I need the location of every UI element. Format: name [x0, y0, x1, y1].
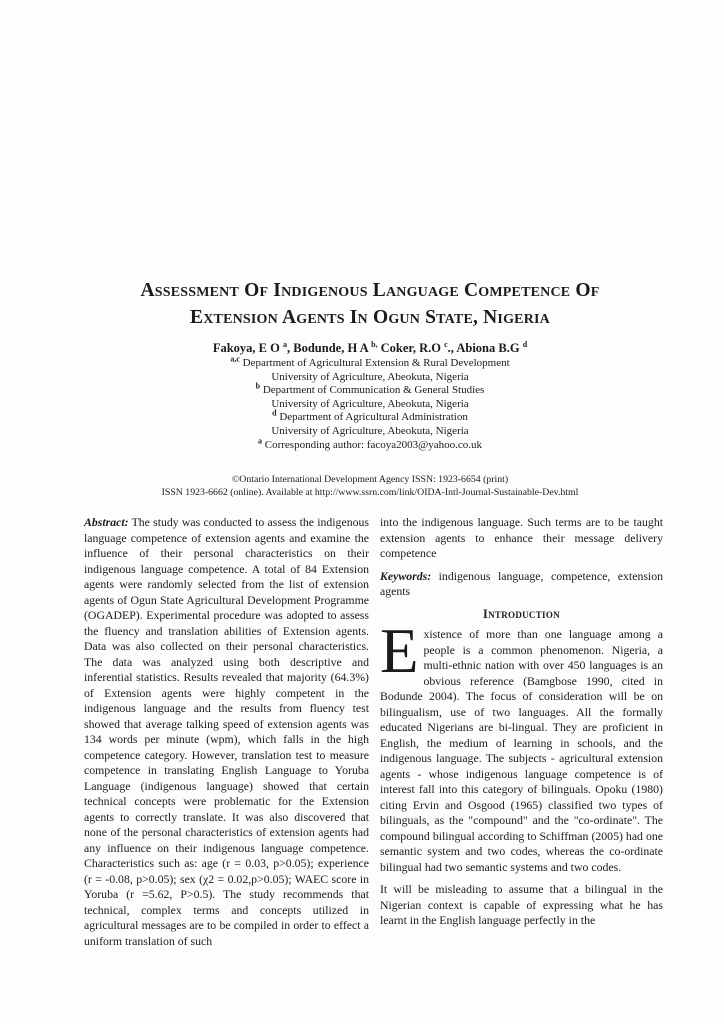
paper-title: [16, 277, 724, 331]
author-4-superscript: d: [522, 339, 528, 349]
left-column: [84, 515, 369, 956]
affiliation-superscript: d: [272, 408, 277, 418]
introduction-paragraph-1-text: xistence of more than one language among a people is a common phenomenon. Nigeria, a multi-ethnic nation with over 450 languages is an obvious reference (Bamgbose 1990, cited in Bodunde 2004). The focus of consideration will be on bilingualism, use of two languages. All the formally educated Nigerians are bi-lingual. They are proficient in English, the medium of learning in schools, and the indigenous language. The subjects - agricultural extension agents - whose indigenous language competence is of interest fall into this category of bilinguals. Opoku (1980) citing Ervin and Osgood (1965) classified two types of bilinguals, as the "compound" and the "co-ordinate". The compound bilingual according to Schiffman (2005) had one semantic system and two codes, whereas the co-ordinate bilingual had two semantic systems and two codes.: [380, 627, 663, 874]
affiliation-text: University of Agriculture, Abeokuta, Nigeria: [271, 397, 469, 410]
affiliation-line: [16, 354, 724, 371]
author-3-superscript: c: [444, 339, 448, 349]
affiliations-block: [16, 354, 724, 452]
affiliation-text: Department of Agricultural Extension & Rural Development: [242, 357, 510, 369]
author-3: Coker, R.O $^c$.,: [380, 339, 457, 355]
affiliation-superscript: b: [255, 381, 261, 391]
abstract-label: Abstract:: [84, 515, 129, 529]
abstract-text: The study was conducted to assess the indigenous language competence of extension agents and examine the influence of their personal characteristics on their indigenous language competence. A total of 84 Extension agents were randomly selected from the list of extension agents of Ogun State Agricultural Development Programme (OGADEP). Experimental procedure was adopted to assess the fluency and translation abilities of Extension agents. Data was also collected on their personal characteristics. The data was analyzed using both descriptive and inferential statistics. Results revealed that majority (64.3%) of Extension agents were highly competent in the indigenous language and the results from fluency test showed that average talking speed of extension agents was 134 words per minute (wpm), which falls in the high competence category. However, translation test to measure competence in translating English Language to Yoruba Language (indigenous language) showed that certain technical concepts were problematic for the Extension agents to correctly translate. It was also discovered that none of the personal characteristics of extension agents had any influence on their indigenous language competence. Characteristics such as: age (r = 0.03, p>0.05); experience (r = -0.08, p>0.05); sex (χ2 = 0.02,p>0.05); WAEC score in Yoruba (r =5.62, P>0.5). The study recommends that technical, complex terms and concepts utilized in agricultural messages are to be compiled in order to effect a uniform translation of such: [84, 515, 369, 948]
introduction-paragraph-1: [380, 616, 663, 875]
author-line: [16, 340, 724, 356]
keywords-text: indigenous language, competence, extension agents: [380, 568, 664, 598]
drop-cap: E: [380, 616, 419, 686]
affiliation-text: Department of Agricultural Administration: [279, 411, 468, 424]
journal-imprint: [16, 473, 724, 499]
author-1: Fakoya, E O $^a$,: [212, 339, 294, 355]
author-4: Abiona B.G $^d$: [456, 339, 528, 355]
abstract-continuation-paragraph: into the indigenous language. Such terms are to be taught extension agents to enhance their message delivery competence: [380, 515, 663, 560]
introduction-heading: Introduction: [483, 606, 560, 621]
affiliation-line: [16, 398, 724, 412]
introduction-paragraph-2: It will be misleading to assume that a bilingual in the Nigerian context is capable of expressing what he has learnt in the English language perfectly in the: [380, 882, 663, 927]
affiliation-text: Department of Communication & General Studies: [262, 384, 485, 397]
abstract-paragraph: [84, 515, 369, 949]
paper-title-line2: Extension Agents In Ogun State, Nigeria: [190, 307, 550, 328]
copyright-issn-print-line: ©Ontario International Development Agency ISSN: 1923-6654 (print): [231, 474, 509, 486]
corresponding-author-line: [16, 435, 724, 453]
right-column: [380, 515, 663, 936]
keywords-paragraph: [380, 569, 663, 600]
affiliation-text: University of Agriculture, Abeokuta, Nigeria: [271, 370, 469, 383]
front-matter: [16, 277, 724, 499]
keywords-label: Keywords:: [380, 568, 432, 583]
issn-online-url-line: ISSN 1923-6662 (online). Available at http://www.ssrn.com/link/OIDA-Intl-Journal-Sustainable-Dev.html: [161, 487, 579, 499]
affiliation-superscript: a: [258, 435, 262, 445]
affiliation-line: [16, 425, 724, 439]
affiliation-line: [16, 408, 724, 425]
author-2-superscript: b,: [371, 339, 378, 349]
paper-title-line1: Assessment Of Indigenous Language Competence Of: [140, 280, 600, 301]
corresponding-author-text: Corresponding author: facoya2003@yahoo.co.uk: [264, 438, 482, 451]
affiliation-line: [16, 371, 724, 385]
author-2: Bodunde, H A $^{b,}$: [293, 339, 378, 355]
affiliation-superscript: a,c: [230, 354, 240, 364]
affiliation-line: [16, 381, 724, 398]
affiliation-text: University of Agriculture, Abeokuta, Nigeria: [271, 424, 469, 437]
author-1-superscript: a: [283, 339, 287, 349]
